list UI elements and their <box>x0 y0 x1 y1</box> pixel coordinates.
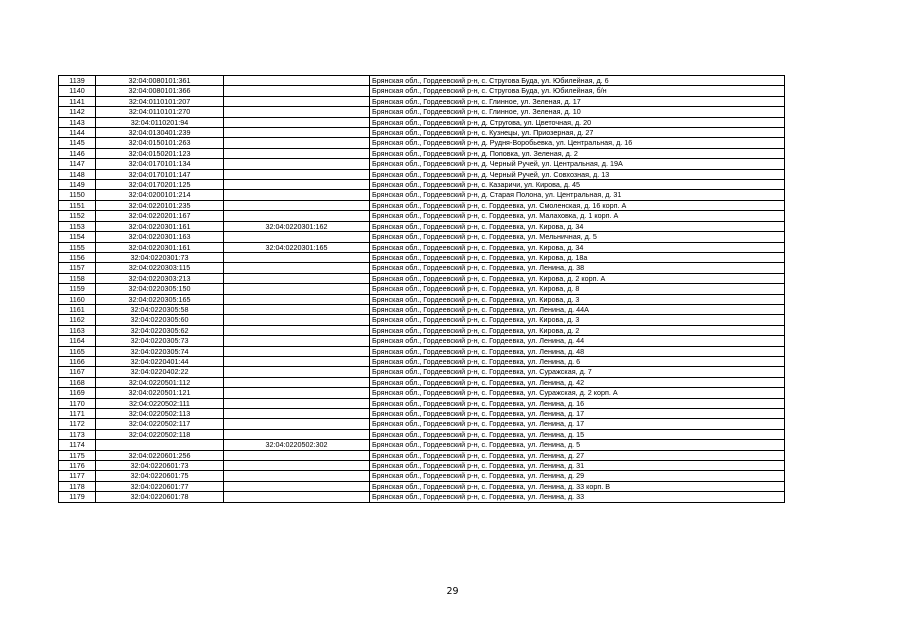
table-row <box>59 492 785 502</box>
row-number-cell: 1154 <box>59 232 96 242</box>
related-cadastral-number-cell <box>224 128 370 138</box>
table-row <box>59 107 785 117</box>
row-number-cell: 1149 <box>59 180 96 190</box>
table-row <box>59 398 785 408</box>
cadastral-number-cell: 32:04:0220305:62 <box>96 325 224 335</box>
address-cell: Брянская обл., Гордеевский р-н, с. Гордеевка, ул. Ленина, д. 16 <box>370 398 785 408</box>
address-cell: Брянская обл., Гордеевский р-н, д. Черный Ручей, ул. Совхозная, д. 13 <box>370 169 785 179</box>
address-cell: Брянская обл., Гордеевский р-н, с. Глинное, ул. Зеленая, д. 17 <box>370 96 785 106</box>
address-cell: Брянская обл., Гордеевский р-н, с. Гордеевка, ул. Кирова, д. 18а <box>370 252 785 262</box>
cadastral-number-cell: 32:04:0220601:256 <box>96 450 224 460</box>
row-number-cell: 1164 <box>59 336 96 346</box>
table-row <box>59 304 785 314</box>
address-cell: Брянская обл., Гордеевский р-н, с. Гордеевка, ул. Смоленская, д. 16 корп. А <box>370 200 785 210</box>
address-cell: Брянская обл., Гордеевский р-н, с. Стругова Буда, ул. Юбилейная, б/н <box>370 86 785 96</box>
row-number-cell: 1176 <box>59 461 96 471</box>
cadastral-number-cell: 32:04:0200101:214 <box>96 190 224 200</box>
address-cell: Брянская обл., Гордеевский р-н, с. Гордеевка, ул. Ленина, д. 33 <box>370 492 785 502</box>
row-number-cell: 1145 <box>59 138 96 148</box>
related-cadastral-number-cell <box>224 356 370 366</box>
row-number-cell: 1173 <box>59 429 96 439</box>
cadastral-number-cell: 32:04:0220502:117 <box>96 419 224 429</box>
table-row <box>59 429 785 439</box>
table-row <box>59 86 785 96</box>
cadastral-number-cell: 32:04:0170201:125 <box>96 180 224 190</box>
related-cadastral-number-cell <box>224 86 370 96</box>
address-cell: Брянская обл., Гордеевский р-н, с. Гордеевка, ул. Ленина, д. 44 <box>370 336 785 346</box>
table-row <box>59 325 785 335</box>
related-cadastral-number-cell <box>224 138 370 148</box>
related-cadastral-number-cell <box>224 461 370 471</box>
cadastral-number-cell: 32:04:0150101:263 <box>96 138 224 148</box>
table-row <box>59 294 785 304</box>
row-number-cell: 1177 <box>59 471 96 481</box>
cadastral-number-cell: 32:04:0220303:213 <box>96 273 224 283</box>
related-cadastral-number-cell <box>224 377 370 387</box>
cadastral-number-cell: 32:04:0220305:165 <box>96 294 224 304</box>
related-cadastral-number-cell: 32:04:0220502:302 <box>224 440 370 450</box>
related-cadastral-number-cell <box>224 211 370 221</box>
row-number-cell: 1147 <box>59 159 96 169</box>
related-cadastral-number-cell <box>224 273 370 283</box>
cadastral-number-cell: 32:04:0080101:366 <box>96 86 224 96</box>
address-cell: Брянская обл., Гордеевский р-н, с. Гордеевка, ул. Ленина, д. 29 <box>370 471 785 481</box>
row-number-cell: 1146 <box>59 148 96 158</box>
address-cell: Брянская обл., Гордеевский р-н, с. Гордеевка, ул. Кирова, д. 3 <box>370 294 785 304</box>
property-registry-table <box>58 75 785 503</box>
cadastral-number-cell: 32:04:0220502:118 <box>96 429 224 439</box>
cadastral-number-cell <box>96 440 224 450</box>
row-number-cell: 1174 <box>59 440 96 450</box>
address-cell: Брянская обл., Гордеевский р-н, с. Гордеевка, ул. Ленина, д. 5 <box>370 440 785 450</box>
table-row <box>59 128 785 138</box>
cadastral-number-cell: 32:04:0220301:163 <box>96 232 224 242</box>
table-row <box>59 388 785 398</box>
related-cadastral-number-cell <box>224 471 370 481</box>
cadastral-number-cell: 32:04:0170101:134 <box>96 159 224 169</box>
related-cadastral-number-cell <box>224 169 370 179</box>
related-cadastral-number-cell <box>224 148 370 158</box>
related-cadastral-number-cell <box>224 190 370 200</box>
row-number-cell: 1157 <box>59 263 96 273</box>
related-cadastral-number-cell <box>224 232 370 242</box>
row-number-cell: 1175 <box>59 450 96 460</box>
address-cell: Брянская обл., Гордеевский р-н, с. Гордеевка, ул. Ленина, д. 38 <box>370 263 785 273</box>
cadastral-number-cell: 32:04:0220305:150 <box>96 284 224 294</box>
cadastral-number-cell: 32:04:0220401:44 <box>96 356 224 366</box>
related-cadastral-number-cell <box>224 159 370 169</box>
cadastral-number-cell: 32:04:0130401:239 <box>96 128 224 138</box>
table-row <box>59 180 785 190</box>
row-number-cell: 1178 <box>59 481 96 491</box>
page-number: 29 <box>446 586 459 597</box>
row-number-cell: 1140 <box>59 86 96 96</box>
table-row <box>59 419 785 429</box>
table-row <box>59 148 785 158</box>
address-cell: Брянская обл., Гордеевский р-н, с. Гордеевка, ул. Ленина, д. 15 <box>370 429 785 439</box>
cadastral-number-cell: 32:04:0220402:22 <box>96 367 224 377</box>
related-cadastral-number-cell <box>224 200 370 210</box>
row-number-cell: 1160 <box>59 294 96 304</box>
address-cell: Брянская обл., Гордеевский р-н, с. Гордеевка, ул. Ленина, д. 48 <box>370 346 785 356</box>
cadastral-number-cell: 32:04:0110101:270 <box>96 107 224 117</box>
row-number-cell: 1169 <box>59 388 96 398</box>
address-cell: Брянская обл., Гордеевский р-н, с. Кузнецы, ул. Приозерная, д. 27 <box>370 128 785 138</box>
cadastral-number-cell: 32:04:0220301:161 <box>96 221 224 231</box>
table-row <box>59 481 785 491</box>
related-cadastral-number-cell <box>224 367 370 377</box>
address-cell: Брянская обл., Гордеевский р-н, с. Гордеевка, ул. Кирова, д. 2 корп. А <box>370 273 785 283</box>
cadastral-number-cell: 32:04:0220305:74 <box>96 346 224 356</box>
related-cadastral-number-cell <box>224 294 370 304</box>
row-number-cell: 1153 <box>59 221 96 231</box>
related-cadastral-number-cell <box>224 388 370 398</box>
cadastral-number-cell: 32:04:0220201:167 <box>96 211 224 221</box>
row-number-cell: 1156 <box>59 252 96 262</box>
related-cadastral-number-cell <box>224 398 370 408</box>
address-cell: Брянская обл., Гордеевский р-н, с. Гордеевка, ул. Ленина, д. 17 <box>370 409 785 419</box>
cadastral-number-cell: 32:04:0150201:123 <box>96 148 224 158</box>
row-number-cell: 1144 <box>59 128 96 138</box>
address-cell: Брянская обл., Гордеевский р-н, с. Гордеевка, ул. Суражская, д. 2 корп. А <box>370 388 785 398</box>
address-cell: Брянская обл., Гордеевский р-н, с. Глинное, ул. Зеленая, д. 10 <box>370 107 785 117</box>
cadastral-number-cell: 32:04:0220601:73 <box>96 461 224 471</box>
cadastral-number-cell: 32:04:0220601:75 <box>96 471 224 481</box>
row-number-cell: 1155 <box>59 242 96 252</box>
related-cadastral-number-cell <box>224 284 370 294</box>
address-cell: Брянская обл., Гордеевский р-н, с. Гордеевка, ул. Ленина, д. 33 корп. В <box>370 481 785 491</box>
table-row <box>59 461 785 471</box>
address-cell: Брянская обл., Гордеевский р-н, с. Гордеевка, ул. Ленина, д. 31 <box>370 461 785 471</box>
cadastral-number-cell: 32:04:0220601:78 <box>96 492 224 502</box>
address-cell: Брянская обл., Гордеевский р-н, с. Гордеевка, ул. Кирова, д. 2 <box>370 325 785 335</box>
address-cell: Брянская обл., Гордеевский р-н, с. Гордеевка, ул. Ленина, д. 6 <box>370 356 785 366</box>
address-cell: Брянская обл., Гордеевский р-н, с. Гордеевка, ул. Ленина, д. 44А <box>370 304 785 314</box>
table-row <box>59 336 785 346</box>
row-number-cell: 1162 <box>59 315 96 325</box>
address-cell: Брянская обл., Гордеевский р-н, с. Гордеевка, ул. Кирова, д. 34 <box>370 242 785 252</box>
registry-table-body <box>59 76 785 503</box>
cadastral-number-cell: 32:04:0220502:111 <box>96 398 224 408</box>
address-cell: Брянская обл., Гордеевский р-н, с. Гордеевка, ул. Кирова, д. 3 <box>370 315 785 325</box>
table-row <box>59 315 785 325</box>
row-number-cell: 1141 <box>59 96 96 106</box>
row-number-cell: 1158 <box>59 273 96 283</box>
related-cadastral-number-cell <box>224 76 370 86</box>
related-cadastral-number-cell <box>224 304 370 314</box>
address-cell: Брянская обл., Гордеевский р-н, д. Стругова, ул. Цветочная, д. 20 <box>370 117 785 127</box>
address-cell: Брянская обл., Гордеевский р-н, д. Старая Полона, ул. Центральная, д. 31 <box>370 190 785 200</box>
cadastral-number-cell: 32:04:0220305:73 <box>96 336 224 346</box>
table-row <box>59 273 785 283</box>
related-cadastral-number-cell <box>224 336 370 346</box>
address-cell: Брянская обл., Гордеевский р-н, с. Гордеевка, ул. Ленина, д. 17 <box>370 419 785 429</box>
table-row <box>59 263 785 273</box>
row-number-cell: 1168 <box>59 377 96 387</box>
address-cell: Брянская обл., Гордеевский р-н, д. Рудня-Воробьевка, ул. Центральная, д. 16 <box>370 138 785 148</box>
table-row <box>59 346 785 356</box>
related-cadastral-number-cell <box>224 315 370 325</box>
cadastral-number-cell: 32:04:0220601:77 <box>96 481 224 491</box>
table-row <box>59 200 785 210</box>
table-row <box>59 211 785 221</box>
row-number-cell: 1150 <box>59 190 96 200</box>
table-row <box>59 409 785 419</box>
related-cadastral-number-cell <box>224 481 370 491</box>
cadastral-number-cell: 32:04:0220303:115 <box>96 263 224 273</box>
row-number-cell: 1159 <box>59 284 96 294</box>
row-number-cell: 1161 <box>59 304 96 314</box>
related-cadastral-number-cell: 32:04:0220301:162 <box>224 221 370 231</box>
row-number-cell: 1179 <box>59 492 96 502</box>
address-cell: Брянская обл., Гордеевский р-н, с. Гордеевка, ул. Ленина, д. 42 <box>370 377 785 387</box>
related-cadastral-number-cell: 32:04:0220301:165 <box>224 242 370 252</box>
cadastral-number-cell: 32:04:0110201:94 <box>96 117 224 127</box>
table-row <box>59 190 785 200</box>
related-cadastral-number-cell <box>224 117 370 127</box>
address-cell: Брянская обл., Гордеевский р-н, д. Черный Ручей, ул. Центральная, д. 19А <box>370 159 785 169</box>
row-number-cell: 1163 <box>59 325 96 335</box>
table-row <box>59 367 785 377</box>
address-cell: Брянская обл., Гордеевский р-н, с. Стругова Буда, ул. Юбилейная, д. 6 <box>370 76 785 86</box>
table-row <box>59 169 785 179</box>
table-row <box>59 440 785 450</box>
table-row <box>59 450 785 460</box>
row-number-cell: 1165 <box>59 346 96 356</box>
related-cadastral-number-cell <box>224 180 370 190</box>
address-cell: Брянская обл., Гордеевский р-н, д. Поповка, ул. Зеленая, д. 2 <box>370 148 785 158</box>
cadastral-number-cell: 32:04:0080101:361 <box>96 76 224 86</box>
address-cell: Брянская обл., Гордеевский р-н, с. Гордеевка, ул. Суражская, д. 7 <box>370 367 785 377</box>
row-number-cell: 1148 <box>59 169 96 179</box>
cadastral-number-cell: 32:04:0220305:60 <box>96 315 224 325</box>
cadastral-number-cell: 32:04:0220101:235 <box>96 200 224 210</box>
related-cadastral-number-cell <box>224 252 370 262</box>
related-cadastral-number-cell <box>224 492 370 502</box>
row-number-cell: 1171 <box>59 409 96 419</box>
table-row <box>59 96 785 106</box>
row-number-cell: 1167 <box>59 367 96 377</box>
related-cadastral-number-cell <box>224 325 370 335</box>
related-cadastral-number-cell <box>224 96 370 106</box>
address-cell: Брянская обл., Гордеевский р-н, с. Гордеевка, ул. Малаховка, д. 1 корп. А <box>370 211 785 221</box>
related-cadastral-number-cell <box>224 346 370 356</box>
row-number-cell: 1151 <box>59 200 96 210</box>
row-number-cell: 1152 <box>59 211 96 221</box>
table-row <box>59 117 785 127</box>
row-number-cell: 1166 <box>59 356 96 366</box>
table-row <box>59 76 785 86</box>
table-row <box>59 377 785 387</box>
cadastral-number-cell: 32:04:0170101:147 <box>96 169 224 179</box>
table-row <box>59 284 785 294</box>
table-row <box>59 232 785 242</box>
row-number-cell: 1170 <box>59 398 96 408</box>
table-row <box>59 252 785 262</box>
cadastral-number-cell: 32:04:0110101:207 <box>96 96 224 106</box>
cadastral-number-cell: 32:04:0220501:112 <box>96 377 224 387</box>
table-row <box>59 242 785 252</box>
table-row <box>59 138 785 148</box>
related-cadastral-number-cell <box>224 263 370 273</box>
address-cell: Брянская обл., Гордеевский р-н, с. Гордеевка, ул. Кирова, д. 34 <box>370 221 785 231</box>
cadastral-number-cell: 32:04:0220501:121 <box>96 388 224 398</box>
address-cell: Брянская обл., Гордеевский р-н, с. Гордеевка, ул. Кирова, д. 8 <box>370 284 785 294</box>
related-cadastral-number-cell <box>224 107 370 117</box>
address-cell: Брянская обл., Гордеевский р-н, с. Казаричи, ул. Кирова, д. 45 <box>370 180 785 190</box>
cadastral-number-cell: 32:04:0220301:73 <box>96 252 224 262</box>
related-cadastral-number-cell <box>224 429 370 439</box>
address-cell: Брянская обл., Гордеевский р-н, с. Гордеевка, ул. Мельничная, д. 5 <box>370 232 785 242</box>
related-cadastral-number-cell <box>224 450 370 460</box>
row-number-cell: 1142 <box>59 107 96 117</box>
table-row <box>59 356 785 366</box>
related-cadastral-number-cell <box>224 419 370 429</box>
table-row <box>59 221 785 231</box>
row-number-cell: 1172 <box>59 419 96 429</box>
cadastral-number-cell: 32:04:0220301:161 <box>96 242 224 252</box>
table-row <box>59 471 785 481</box>
address-cell: Брянская обл., Гордеевский р-н, с. Гордеевка, ул. Ленина, д. 27 <box>370 450 785 460</box>
cadastral-number-cell: 32:04:0220305:58 <box>96 304 224 314</box>
cadastral-number-cell: 32:04:0220502:113 <box>96 409 224 419</box>
table-row <box>59 159 785 169</box>
row-number-cell: 1143 <box>59 117 96 127</box>
row-number-cell: 1139 <box>59 76 96 86</box>
related-cadastral-number-cell <box>224 409 370 419</box>
